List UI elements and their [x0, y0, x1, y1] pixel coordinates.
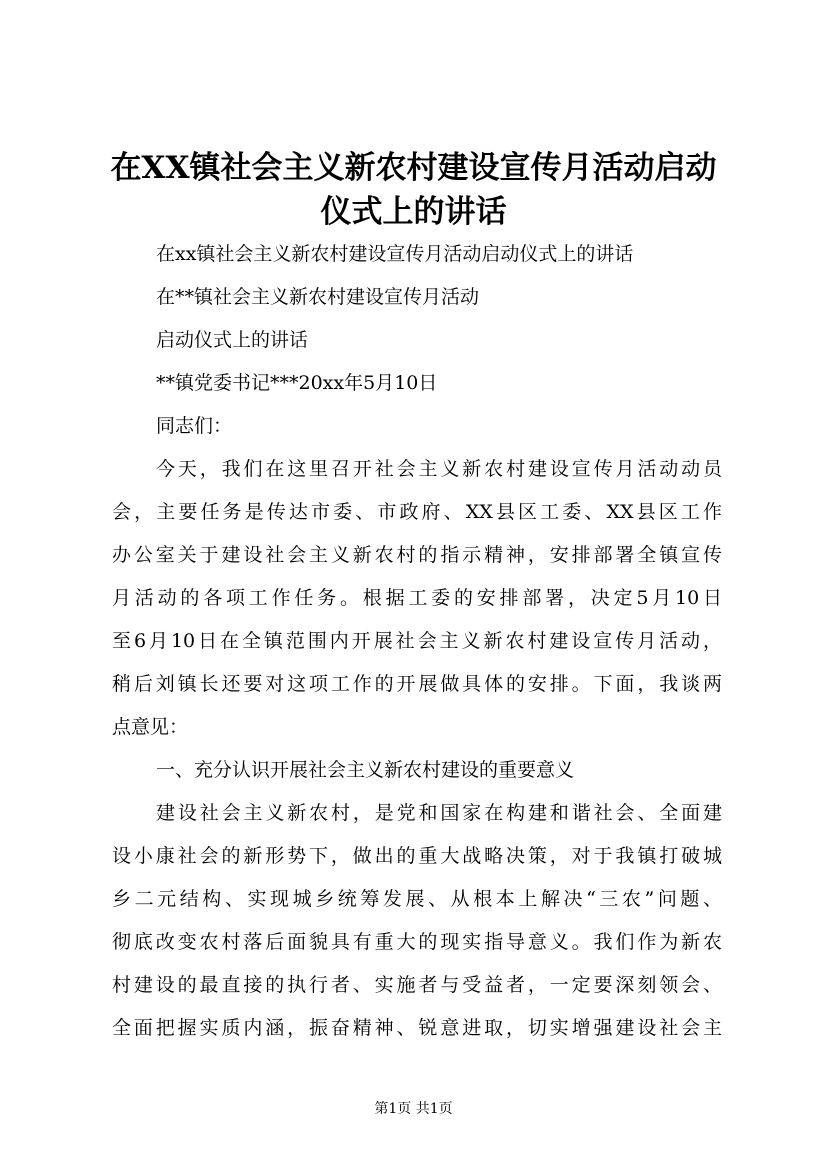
- body-line: 办公室关于建设社会主义新农村的指示精神，安排部署全镇宣传: [112, 544, 722, 566]
- body-line: 至6月10日在全镇范围内开展社会主义新农村建设宣传月活动，: [112, 630, 722, 652]
- document-title-line-1: 在XX镇社会主义新农村建设宣传月活动启动: [110, 150, 717, 186]
- body-line: 建设社会主义新农村，是党和国家在构建和谐社会、全面建: [156, 802, 722, 824]
- page-number-footer: 第1页 共1页: [374, 1101, 453, 1117]
- subtitle-part-1: 在**镇社会主义新农村建设宣传月活动: [156, 286, 480, 308]
- document-title-line-2: 仪式上的讲话: [320, 194, 507, 230]
- body-line: 会，主要任务是传达市委、市政府、XX县区工委、XX县区工作: [112, 501, 722, 523]
- section-heading-1: 一、充分认识开展社会主义新农村建设的重要意义: [156, 759, 575, 781]
- body-line: 乡二元结构、实现城乡统筹发展、从根本上解决“三农”问题、: [112, 888, 722, 910]
- body-line: 今天，我们在这里召开社会主义新农村建设宣传月活动动员: [156, 458, 722, 480]
- body-line: 月活动的各项工作任务。根据工委的安排部署，决定5月10日: [112, 587, 722, 609]
- body-line: 村建设的最直接的执行者、实施者与受益者，一定要深刻领会、: [112, 974, 722, 996]
- body-line: 稍后刘镇长还要对这项工作的开展做具体的安排。下面，我谈两: [112, 673, 722, 695]
- body-line: 彻底改变农村落后面貌具有重大的现实指导意义。我们作为新农: [112, 931, 722, 953]
- body-line: 点意见：: [112, 716, 189, 738]
- speaker-and-date: **镇党委书记***20xx年5月10日: [156, 372, 438, 394]
- salutation: 同志们：: [156, 415, 233, 437]
- subtitle-repeat: 在xx镇社会主义新农村建设宣传月活动启动仪式上的讲话: [156, 243, 634, 265]
- body-line: 全面把握实质内涵，振奋精神、锐意进取，切实增强建设社会主: [112, 1017, 722, 1039]
- subtitle-part-2: 启动仪式上的讲话: [156, 329, 309, 351]
- body-line: 设小康社会的新形势下，做出的重大战略决策，对于我镇打破城: [112, 845, 722, 867]
